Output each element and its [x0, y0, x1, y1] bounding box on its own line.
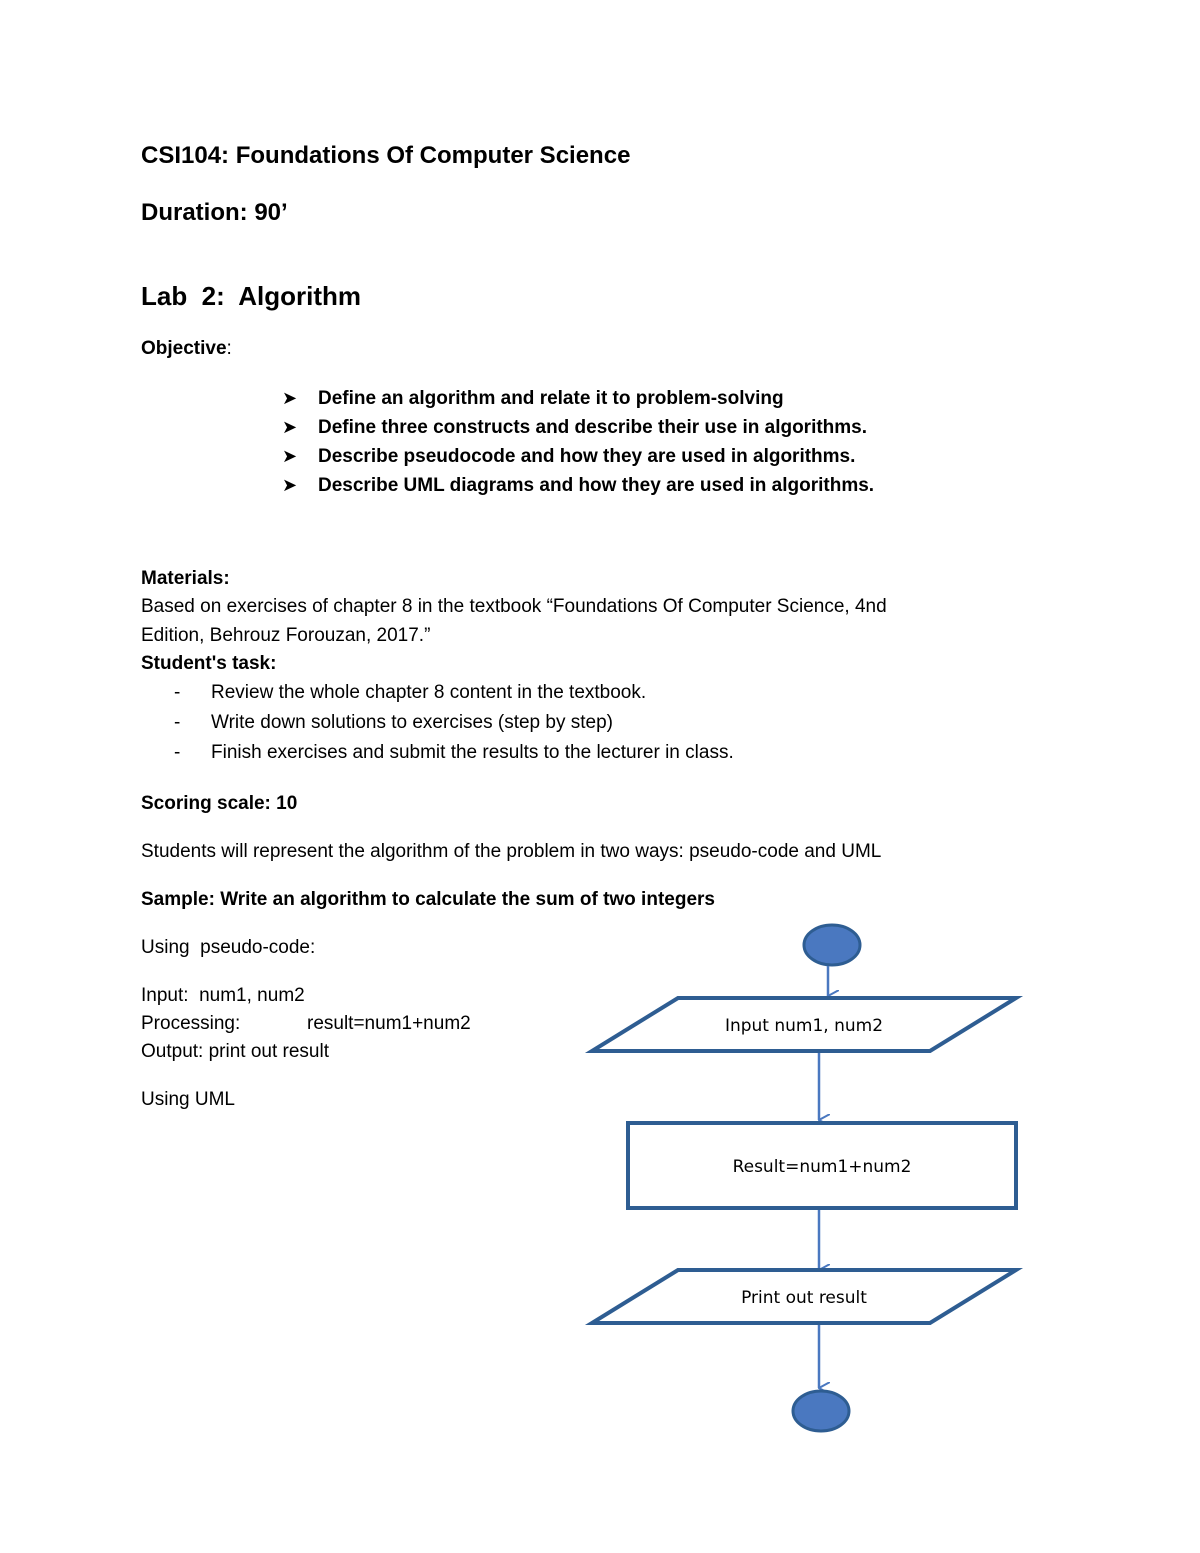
arrow-bullet-icon: ➤ [282, 446, 298, 466]
objective-colon: : [226, 338, 232, 359]
scoring-scale: Scoring scale: 10 [141, 793, 298, 814]
start-terminal [804, 925, 860, 965]
task-item-text: Finish exercises and submit the results to the lecturer in class. [211, 742, 734, 763]
pseudo-processing-value: result=num1+num2 [307, 1013, 471, 1034]
arrow-bullet-icon: ➤ [282, 388, 298, 408]
intro-text: Students will represent the algorithm of the problem in two ways: pseudo-code and UML [141, 841, 882, 862]
dash-bullet-icon: - [174, 742, 181, 763]
sample-title: Sample: Write an algorithm to calculate the sum of two integers [141, 889, 715, 910]
pseudo-input: Input: num1, num2 [141, 985, 305, 1006]
task-item-text: Write down solutions to exercises (step by step) [211, 712, 613, 733]
task-item-text: Review the whole chapter 8 content in the textbook. [211, 682, 647, 703]
dash-bullet-icon: - [174, 682, 181, 703]
using-pseudo-code: Using pseudo-code: [141, 937, 316, 958]
materials-line-1: Based on exercises of chapter 8 in the textbook “Foundations Of Computer Science, 4nd [141, 596, 887, 617]
objective-item-text: Define three constructs and describe their use in algorithms. [318, 416, 868, 438]
materials-label: Materials: [141, 568, 230, 589]
dash-bullet-icon: - [174, 712, 181, 733]
input-shape-label: Input num1, num2 [724, 1016, 884, 1036]
materials-line-2: Edition, Behrouz Forouzan, 2017.” [141, 625, 431, 646]
pseudo-processing-label: Processing: [141, 1013, 241, 1034]
arrow-bullet-icon: ➤ [282, 417, 298, 437]
objective-item-text: Define an algorithm and relate it to problem-solving [318, 387, 784, 409]
objective-item-text: Describe UML diagrams and how they are used in algorithms. [318, 474, 875, 496]
arrow-bullet-icon: ➤ [282, 475, 298, 495]
task-label: Student's task: [141, 653, 277, 674]
objective-label: Objective [141, 338, 227, 359]
course-title: CSI104: Foundations Of Computer Science [141, 142, 631, 169]
process-shape-label: Result=num1+num2 [732, 1157, 912, 1177]
lab-title: Lab 2: Algorithm [141, 281, 362, 311]
using-uml: Using UML [141, 1089, 235, 1110]
end-terminal [793, 1391, 849, 1431]
objective-item-text: Describe pseudocode and how they are used in algorithms. [318, 445, 856, 467]
pseudo-output: Output: print out result [141, 1041, 329, 1062]
output-shape-label: Print out result [741, 1288, 867, 1308]
duration-label: Duration: 90’ [141, 199, 288, 226]
